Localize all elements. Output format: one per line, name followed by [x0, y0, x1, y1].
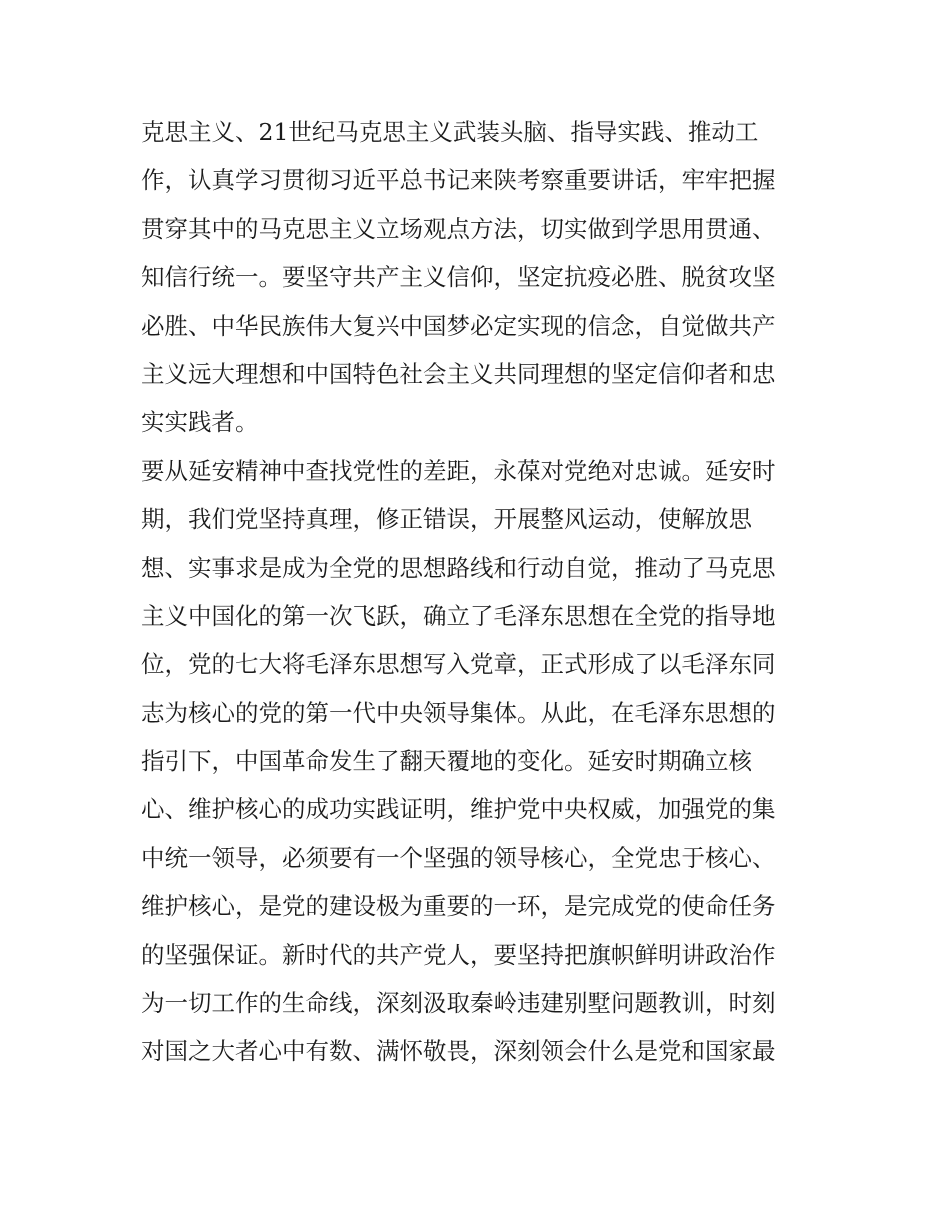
- text-line: 克思主义、21世纪马克思主义武装头脑、指导实践、推动工: [141, 118, 759, 146]
- text-line: 志为核心的党的第一代中央领导集体。从此，在毛泽东思想的: [141, 698, 776, 727]
- text-line: 对国之大者心中有数、满怀敬畏，深刻领会什么是党和国家最: [141, 1037, 776, 1066]
- text-line: 期，我们党坚持真理，修正错误，开展整风运动，使解放思: [141, 505, 752, 534]
- text-line: 知信行统一。要坚守共产主义信仰，坚定抗疫必胜、脱贫攻坚: [141, 263, 776, 292]
- text-line: 心、维护核心的成功实践证明，维护党中央权威，加强党的集: [141, 795, 776, 824]
- text-line: 主义远大理想和中国特色社会主义共同理想的坚定信仰者和忠: [141, 359, 776, 388]
- text-line: 实实践者。: [141, 408, 259, 437]
- text-line: 要从延安精神中查找党性的差距，永葆对党绝对忠诚。延安时: [141, 456, 776, 485]
- text-line: 中统一领导，必须要有一个坚强的领导核心，全党忠于核心、: [141, 843, 776, 872]
- text-line: 维护核心，是党的建设极为重要的一环，是完成党的使命任务: [141, 892, 776, 921]
- text-line: 位，党的七大将毛泽东思想写入党章，正式形成了以毛泽东同: [141, 650, 776, 679]
- body-text: [141, 108, 821, 1076]
- text-line: 主义中国化的第一次飞跃，确立了毛泽东思想在全党的指导地: [141, 601, 776, 630]
- text-line: 的坚强保证。新时代的共产党人，要坚持把旗帜鲜明讲政治作: [141, 940, 776, 969]
- text-line: 想、实事求是成为全党的思想路线和行动自觉，推动了马克思: [141, 553, 776, 582]
- text-line: 作，认真学习贯彻习近平总书记来陕考察重要讲话，牢牢把握: [141, 166, 776, 195]
- text-line: 为一切工作的生命线，深刻汲取秦岭违建别墅问题教训，时刻: [141, 989, 776, 1018]
- text-line: 指引下，中国革命发生了翻天覆地的变化。延安时期确立核: [141, 747, 752, 776]
- text-line: 必胜、中华民族伟大复兴中国梦必定实现的信念，自觉做共产: [141, 311, 776, 340]
- text-line: 贯穿其中的马克思主义立场观点方法，切实做到学思用贯通、: [141, 214, 776, 243]
